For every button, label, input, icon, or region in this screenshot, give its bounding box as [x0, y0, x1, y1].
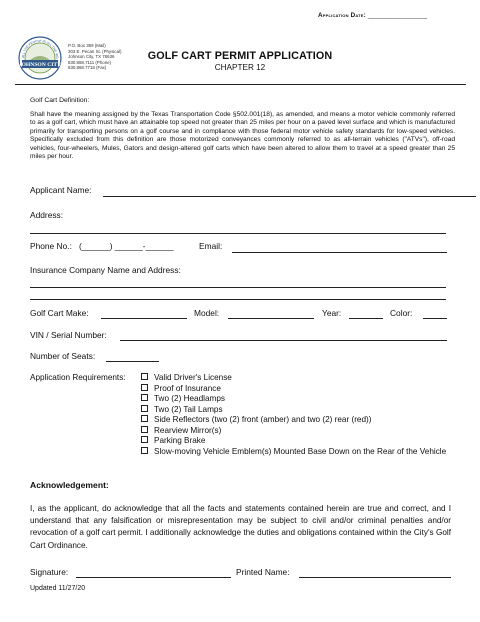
address-line: P.O. Box 369 (Mail) [68, 43, 106, 48]
requirement-item[interactable]: Proof of Insurance [141, 384, 451, 395]
requirement-item[interactable]: Slow-moving Vehicle Emblem(s) Mounted Base Down on the Rear of the Vehicle [141, 447, 451, 458]
printed-name-line[interactable] [299, 577, 451, 578]
document-title: GOLF CART PERMIT APPLICATION [147, 50, 333, 62]
color-line[interactable] [423, 318, 447, 319]
signature-label: Signature: [30, 567, 69, 577]
application-date-blank[interactable]: ________________ [367, 12, 428, 19]
phone-blank[interactable]: (______) ______-______ [79, 241, 174, 251]
vin-line[interactable] [120, 340, 447, 341]
insurance-line-1[interactable] [30, 287, 446, 288]
application-date-label: Application Date: [318, 12, 366, 19]
requirement-item[interactable]: Valid Driver's License [141, 373, 451, 384]
checkbox-icon[interactable] [141, 373, 148, 380]
checkbox-icon[interactable] [141, 405, 148, 412]
requirement-item[interactable]: Rearview Mirror(s) [141, 426, 451, 437]
checkbox-icon[interactable] [141, 384, 148, 391]
address-line: 830.868.7111 (Phone) [68, 59, 112, 65]
checkbox-icon[interactable] [141, 415, 148, 422]
insurance-line-2[interactable] [30, 299, 446, 300]
checkbox-icon[interactable] [141, 436, 148, 443]
make-label: Golf Cart Make: [30, 308, 89, 318]
address-line: 303 E. Pecan St. (Physical) [68, 48, 122, 54]
address-label: Address: [30, 210, 64, 220]
address-line[interactable] [30, 233, 446, 234]
requirement-item[interactable]: Two (2) Tail Lamps [141, 405, 451, 416]
definition-heading: Golf Cart Definition: [30, 97, 90, 104]
requirements-list [141, 373, 451, 457]
requirements-label: Application Requirements: [30, 373, 126, 382]
checkbox-icon[interactable] [141, 394, 148, 401]
year-line[interactable] [349, 318, 383, 319]
seal-city-name: JOHNSON CITY [18, 62, 62, 68]
signature-line[interactable] [76, 577, 231, 578]
checkbox-icon[interactable] [141, 447, 148, 454]
year-label: Year: [322, 308, 342, 318]
checkbox-icon[interactable] [141, 426, 148, 433]
email-line[interactable] [232, 252, 447, 253]
make-line[interactable] [101, 318, 187, 319]
seats-label: Number of Seats: [30, 351, 96, 361]
phone-label: Phone No.: [30, 241, 72, 251]
definition-body: Shall have the meaning assigned by the Texas Transportation Code §502.001(18), as amended, and means a motor vehicle commonly referred to as a golf cart, which must have an attainable top speed not greater than 25 miles per hour on a paved level surface and which is manufactured primarily for transporting persons on a golf course and in compliance with those federal motor vehicle safety standards for low-speed vehicles. Specifically excluded from this definition are those motorized conveyances commonly referred to as all-terrain vehicles ("ATVs"), off-road vehicles, four-wheelers, Mules, Gators and design-altered golf carts which have been altered to allow them to travel at a speed greater than 25 miles per hour. [30, 111, 455, 161]
acknowledgement-body: I, as the applicant, do acknowledge that all the facts and statements contained herein are true and correct, and I understand that any falsification or misrepresentation may be subject to civil and/or criminal penalties and/or revocation of a golf cart permit. I additionally acknowledge the duties and obligations contained within the City's Golf Cart Ordinance. [30, 504, 451, 550]
printed-name-label: Printed Name: [236, 567, 290, 577]
seal-ring-text: ALL THE PEOPLE IN ALL THE WO [20, 38, 60, 59]
requirement-item[interactable]: Two (2) Headlamps [141, 394, 451, 405]
application-date-field [318, 12, 427, 19]
applicant-name-line[interactable] [103, 196, 476, 197]
model-label: Model: [194, 308, 220, 318]
email-label: Email: [199, 241, 223, 251]
header-divider [15, 84, 466, 85]
requirement-item[interactable]: Side Reflectors (two (2) front (amber) and two (2) rear (red)) [141, 415, 451, 426]
acknowledgement-heading: Acknowledgement: [30, 480, 109, 490]
insurance-label: Insurance Company Name and Address: [30, 265, 181, 275]
address-line: 830.868.7718 (Fax) [68, 65, 107, 70]
requirement-item[interactable]: Parking Brake [141, 436, 451, 447]
vin-label: VIN / Serial Number: [30, 330, 107, 340]
applicant-name-label: Applicant Name: [30, 185, 92, 195]
document-subtitle: CHAPTER 12 [214, 63, 266, 72]
model-line[interactable] [228, 318, 314, 319]
updated-date: Updated 11/27/20 [30, 585, 86, 592]
seats-line[interactable] [106, 361, 159, 362]
address-line: Johnson City, TX 78636 [68, 54, 115, 59]
color-label: Color: [390, 308, 413, 318]
